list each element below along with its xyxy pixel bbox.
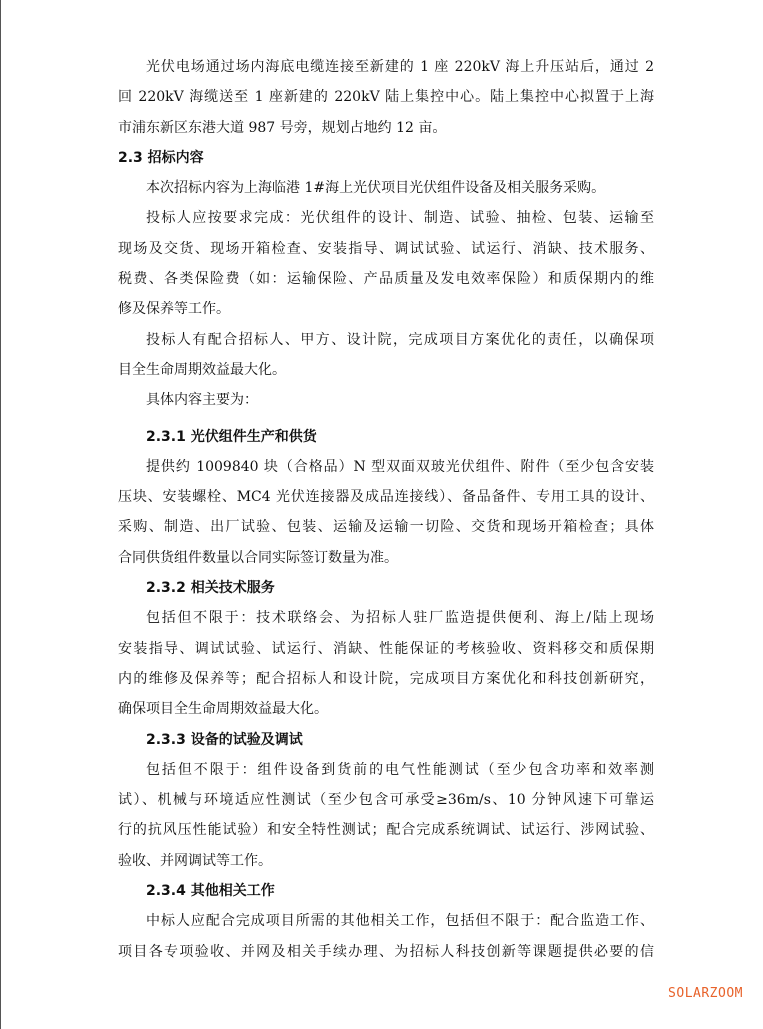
- page-left-border: [0, 0, 1, 1029]
- text-line: 包括但不限于：技术联络会、为招标人驻厂监造提供便利、海上/陆上现场: [146, 610, 654, 627]
- text-line: 试）、机械与环境适应性测试（至少包含可承受≥36m/s、10 分钟风速下可靠运: [118, 792, 654, 809]
- text-line: 采购、制造、出厂试验、包装、运输及运输一切险、交货和现场开箱检查；具体: [118, 519, 654, 536]
- text-line: 确保项目全生命周期效益最大化。: [118, 701, 328, 718]
- text-line: 税费、各类保险费（如：运输保险、产品质量及发电效率保险）和质保期内的维: [118, 271, 654, 288]
- text-line: 目全生命周期效益最大化。: [118, 361, 286, 378]
- section-2-3-2-paragraph: [118, 603, 654, 724]
- text-line: 市浦东新区东港大道 987 号旁，规划占地约 12 亩。: [118, 119, 447, 136]
- text-line: 压块、安装螺栓、MC4 光伏连接器及成品连接线）、备品备件、专用工具的设计、: [118, 489, 654, 506]
- solarzoom-watermark: SOLARZOOM: [668, 986, 743, 1001]
- text-line: 投标人有配合招标人、甲方、设计院，完成项目方案优化的责任，以确保项: [146, 331, 654, 348]
- text-line: 中标人应配合完成项目所需的其他相关工作，包括但不限于：配合监造工作、: [146, 913, 654, 930]
- text-line: 具体内容主要为：: [146, 392, 258, 409]
- section-heading-2-3-4: 2.3.4 其他相关工作: [146, 883, 275, 900]
- text-line: 提供约 1009840 块（合格品）N 型双面双玻光伏组件、附件（至少包含安装: [146, 458, 654, 475]
- text-line: 安装指导、调试试验、试运行、消缺、性能保证的考核验收、资料移交和质保期: [118, 640, 654, 657]
- text-line: 回 220kV 海缆送至 1 座新建的 220kV 陆上集控中心。陆上集控中心拟置于上海: [118, 89, 654, 106]
- intro-paragraph: [118, 52, 654, 143]
- section-heading-2-3: 2.3 招标内容: [118, 149, 204, 166]
- section-2-3-3-paragraph: [118, 755, 654, 876]
- section-2-3-4-paragraph: [118, 906, 654, 967]
- section-2-3-para-1: [118, 173, 654, 203]
- section-2-3-1-paragraph: [118, 452, 654, 573]
- text-line: 内的维修及保养等；配合招标人和设计院，完成项目方案优化和科技创新研究，: [118, 670, 654, 687]
- section-heading-2-3-2: 2.3.2 相关技术服务: [146, 580, 275, 597]
- section-heading-2-3-1: 2.3.1 光伏组件生产和供货: [146, 428, 317, 445]
- text-line: 投标人应按要求完成：光伏组件的设计、制造、试验、抽检、包装、运输至: [146, 210, 654, 227]
- document-page: [118, 52, 654, 967]
- text-line: 光伏电场通过场内海底电缆连接至新建的 1 座 220kV 海上升压站后，通过 2: [146, 59, 654, 75]
- text-line: 包括但不限于：组件设备到货前的电气性能测试（至少包含功率和效率测: [146, 761, 654, 778]
- text-line: 行的抗风压性能试验）和安全特性测试；配合完成系统调试、试运行、涉网试验、: [118, 822, 654, 839]
- text-line: 项目各专项验收、并网及相关手续办理、为招标人科技创新等课题提供必要的信: [118, 943, 654, 960]
- section-2-3-para-4: [118, 385, 654, 415]
- section-heading-2-3-3: 2.3.3 设备的试验及调试: [146, 731, 303, 748]
- text-line: 现场及交货、现场开箱检查、安装指导、调试试验、试运行、消缺、技术服务、: [118, 240, 654, 257]
- section-2-3-para-3: [118, 325, 654, 386]
- section-2-3-para-2: [118, 203, 654, 324]
- text-line: 本次招标内容为上海临港 1#海上光伏项目光伏组件设备及相关服务采购。: [146, 180, 606, 197]
- text-line: 验收、并网调试等工作。: [118, 852, 272, 869]
- text-line: 修及保养等工作。: [118, 301, 230, 318]
- text-line: 合同供货组件数量以合同实际签订数量为准。: [118, 549, 398, 566]
